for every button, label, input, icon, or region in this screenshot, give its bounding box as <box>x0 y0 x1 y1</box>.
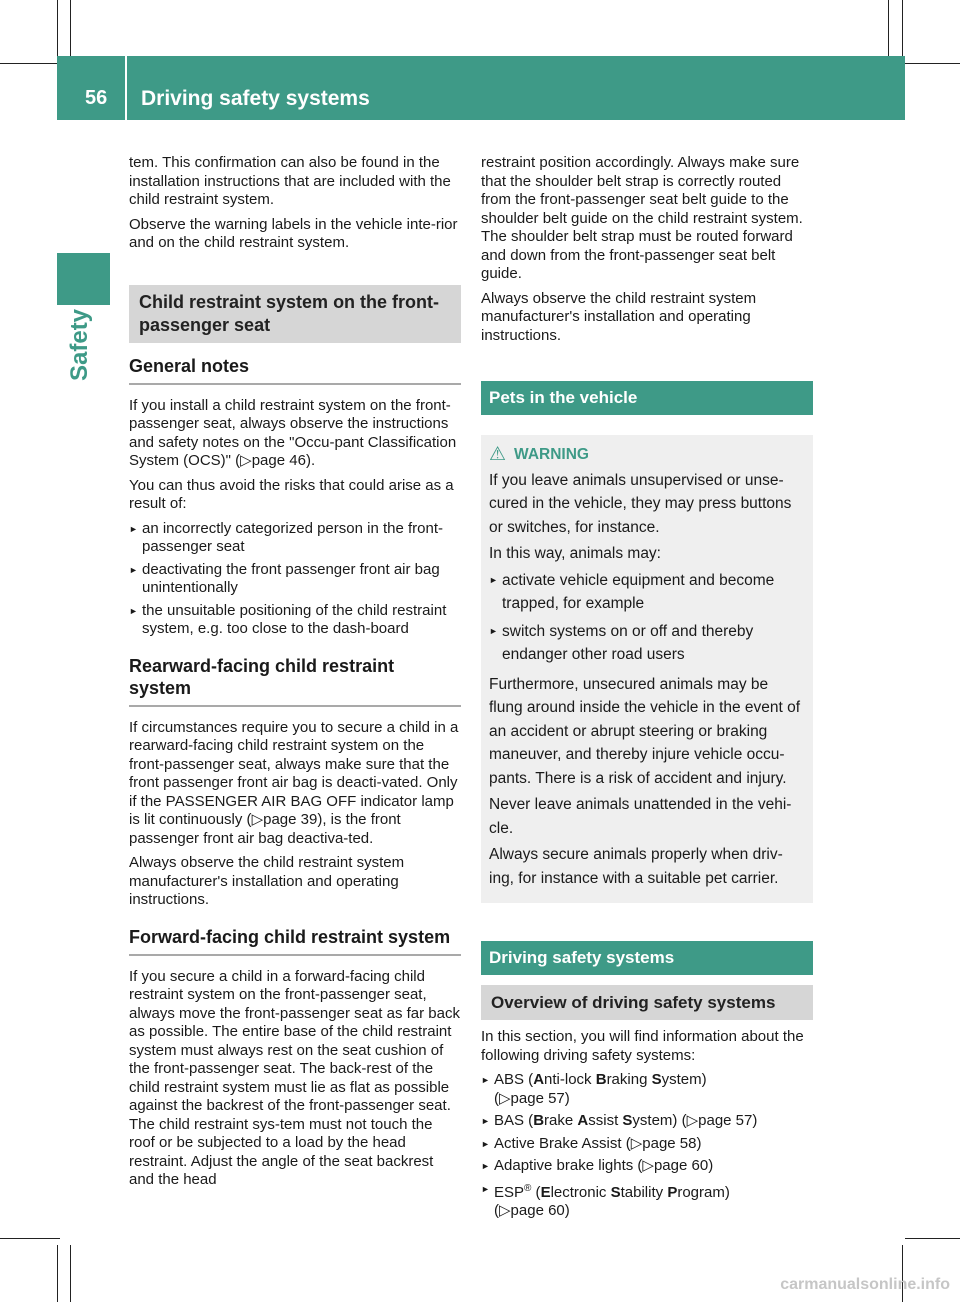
heading-forward-facing: Forward-facing child restraint system <box>129 926 461 956</box>
page-reference[interactable]: page 57 <box>698 1112 753 1129</box>
reference-arrow-icon: ▷ <box>642 1157 654 1174</box>
footer-logo: carmanualsonline.info <box>780 1276 950 1293</box>
reference-arrow-icon: ▷ <box>630 1134 643 1152</box>
paragraph: Always observe the child restraint system manufacturer's installation and operating instructions. <box>129 854 405 908</box>
list-item-bas: ► BAS (Brake Assist System) (▷page 57) <box>481 1112 813 1131</box>
crop-mark <box>0 63 60 64</box>
paragraph: Always observe the child restraint system manufacturer's installation and operating instructions. <box>481 289 757 344</box>
paragraph: Always secure animals properly when driv-ing, for instance with a suitable pet carrier. <box>489 846 783 887</box>
paragraph: You can thus avoid the risks that could arise as a result of: <box>129 476 454 512</box>
bullet-list <box>481 1071 813 1221</box>
reference-arrow-icon: ▷ <box>499 1089 511 1107</box>
crop-mark <box>888 0 889 56</box>
heading-driving-safety-systems: Driving safety systems <box>481 941 813 975</box>
list-item: ► an incorrectly categorized person in the front-passenger seat <box>129 520 461 557</box>
warning-title: ⚠ WARNING <box>489 443 589 465</box>
reference-arrow-icon: ▷ <box>499 1202 511 1219</box>
paragraph: restraint position accordingly. Always make sure that the shoulder belt strap is correctly routed from the front-passenger seat belt guide to the shoulder belt guide on the child restraint system. The shoulder belt strap must be routed forward and down from the front-passenger seat belt guide. <box>481 154 803 282</box>
page-reference[interactable]: page 60 <box>510 1202 565 1219</box>
crop-mark <box>70 0 71 56</box>
paragraph: If you secure a child in a forward-facing child restraint system on the front-passenger seat, always move the front-passenger seat as far back as possible. The entire base of the child restraint system must always rest on the seat cushion of the front-passenger seat. The back-rest of the child restraint system must lie as flat as possible against the backrest of the front-passenger seat. The child restraint sys-tem must not touch the roof or be subjected to a load by the head restraint. Adjust the angle of the seat backrest and the head <box>129 967 460 1188</box>
side-label: Safety <box>66 308 93 381</box>
page-reference[interactable]: page 46 <box>251 452 306 469</box>
crop-mark <box>905 63 960 64</box>
heading-pets: Pets in the vehicle <box>481 381 813 415</box>
crop-mark <box>70 1245 71 1302</box>
list-item-esp: ► ESP® (Electronic Stability Program) (▷page 60) <box>481 1180 813 1221</box>
list-item: ► the unsuitable positioning of the child restraint system, e.g. too close to the dash-board <box>129 602 461 639</box>
paragraph: Furthermore, unsecured animals may be flung around inside the vehicle in the event of an accident or abrupt steering or braking maneuver, and thereby injure vehicle occu-pants. There is a risk of accident and injury. <box>489 675 801 787</box>
reference-arrow-icon: ▷ <box>686 1112 699 1129</box>
heading-rearward-facing: Rearward-facing child restraint system <box>129 655 461 707</box>
reference-arrow-icon: ▷ <box>251 811 264 828</box>
section-title: Driving safety systems <box>141 87 370 110</box>
crop-mark <box>0 1238 60 1239</box>
bullet-list <box>489 569 803 667</box>
page-reference[interactable]: page 57 <box>510 1089 565 1107</box>
paragraph: If circumstances require you to secure a child in a rearward-facing child restraint system on the front-passenger seat, always make sure that the front passenger front air bag is deacti-vated. Only if the PASSENGER AIR BAG OFF indicator lamp is lit continuously (▷page 39), is the front passenger front air bag deactiva-ted. <box>129 718 459 847</box>
crop-mark <box>57 0 58 56</box>
page-number: 56 <box>85 87 108 109</box>
paragraph: Observe the warning labels in the vehicle inte-rior and on the child restraint system. <box>129 215 458 251</box>
paragraph: tem. This confirmation can also be found in the installation instructions that are included with the child restraint system. <box>129 154 451 208</box>
list-item: ► deactivating the front passenger front air bag unintentionally <box>129 561 461 598</box>
page-reference[interactable]: page 58 <box>642 1134 697 1152</box>
warning-icon: ⚠ <box>489 443 507 465</box>
heading-front-passenger-seat: Child restraint system on the front-passenger seat <box>129 285 461 343</box>
paragraph: In this section, you will find information about the following driving safety systems: <box>481 1028 804 1064</box>
right-column <box>481 154 813 1227</box>
list-item: ► activate vehicle equipment and become trapped, for example <box>489 569 803 616</box>
page-reference[interactable]: page 39 <box>263 811 318 828</box>
warning-box <box>481 435 813 903</box>
list-item: ► switch systems on or off and thereby endanger other road users <box>489 620 803 667</box>
crop-mark <box>905 1238 960 1239</box>
bullet-list <box>129 520 461 639</box>
paragraph: Never leave animals unattended in the vehi-cle. <box>489 796 792 837</box>
heading-overview: Overview of driving safety systems <box>481 985 813 1020</box>
list-item-active-brake-assist: ► Active Brake Assist (▷page 58) <box>481 1135 813 1154</box>
page-reference[interactable]: page 60 <box>653 1157 709 1174</box>
crop-mark <box>57 1245 58 1302</box>
paragraph: If you leave animals unsupervised or unse-cured in the vehicle, they may press buttons or switches, for instance. <box>489 471 792 536</box>
crop-mark <box>902 0 903 56</box>
paragraph: In this way, animals may: <box>489 545 661 562</box>
list-item-abs: ► ABS (Anti-lock Braking System) (▷page 57) <box>481 1071 813 1108</box>
paragraph: If you install a child restraint system on the front-passenger seat, always observe the instructions and safety notes on the "Occu-pant Classification System (OCS)" (▷page 46). <box>129 396 457 469</box>
heading-general-notes: General notes <box>129 355 461 385</box>
list-item-adaptive-brake-lights: ► Adaptive brake lights (▷page 60) <box>481 1157 813 1176</box>
left-column <box>129 154 461 1196</box>
reference-arrow-icon: ▷ <box>240 452 252 469</box>
header-divider <box>125 56 127 120</box>
